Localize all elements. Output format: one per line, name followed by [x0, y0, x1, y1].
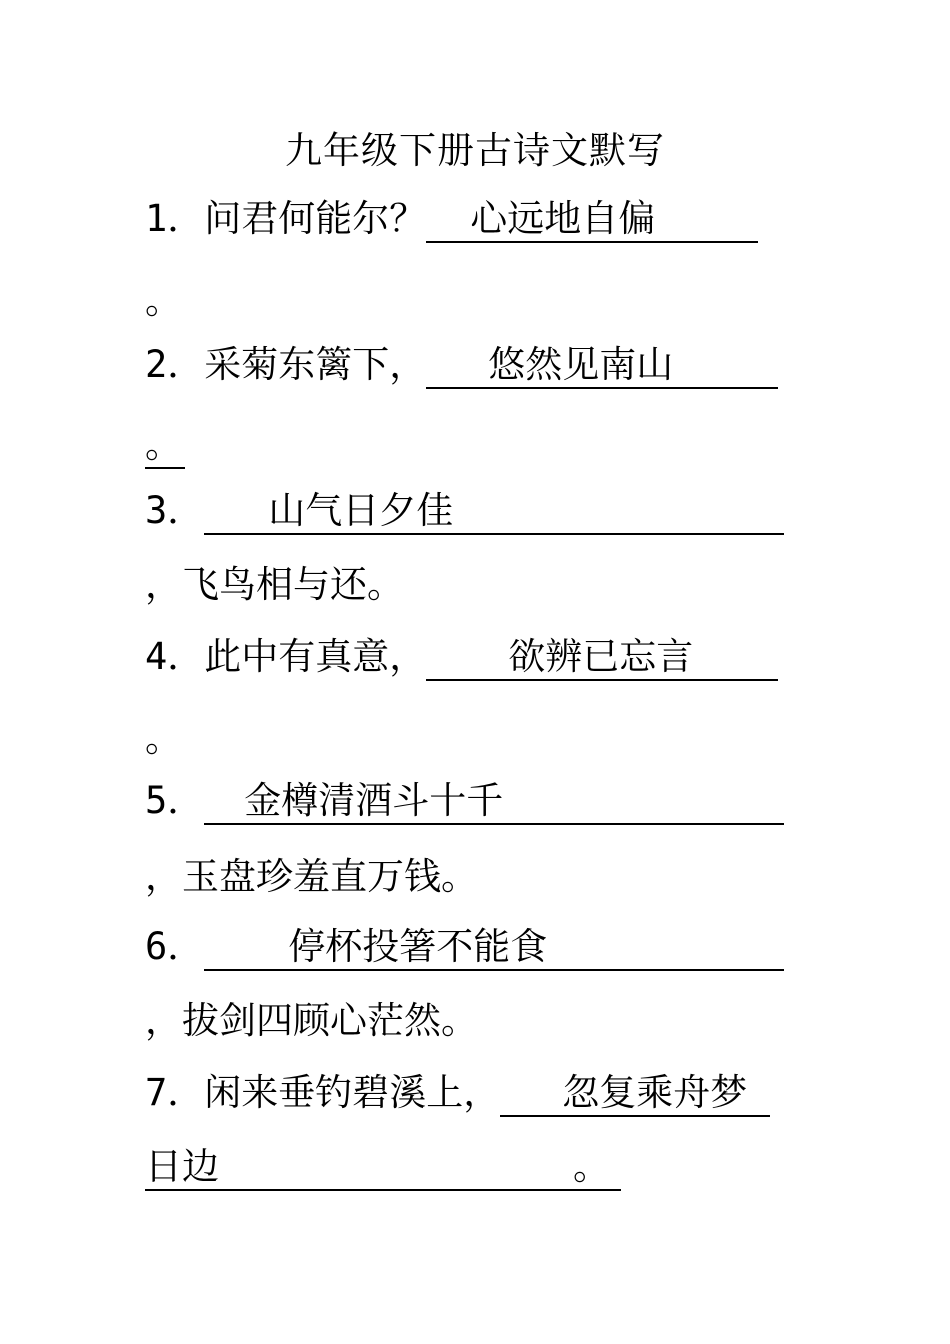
item-1-line: [145, 194, 758, 244]
item-6-continuation: [145, 996, 478, 1046]
item-7-line: [145, 1068, 770, 1118]
item-4-continuation: [145, 714, 182, 764]
item-3-ending: ，飞鸟相与还。: [145, 563, 404, 606]
item-7-number: 7．: [145, 1071, 205, 1114]
item-7-answer-part1: 忽复乘舟梦: [562, 1071, 748, 1114]
item-1-continuation: [145, 276, 182, 326]
item-3-answer-blank: [204, 489, 784, 535]
item-3-answer: 山气日夕佳: [268, 489, 454, 532]
item-5-ending: ，玉盘珍羞直万钱。: [145, 855, 478, 898]
page-title: 九年级下册古诗文默写: [285, 129, 665, 172]
item-2-answer-blank: [426, 343, 778, 389]
item-4-answer-blank: [426, 635, 778, 681]
item-2-ending: 。: [145, 423, 182, 466]
item-3-line: [145, 486, 784, 536]
item-4-number: 4．: [145, 635, 205, 678]
item-5-number: 5．: [145, 779, 205, 822]
item-3-continuation: [145, 560, 404, 610]
item-1-ending: 。: [145, 279, 182, 322]
item-6-line: [145, 922, 784, 972]
item-6-answer-blank: [204, 925, 784, 971]
item-7-prompt: 闲来垂钓碧溪上，: [204, 1071, 501, 1114]
item-4-answer: 欲辨已忘言: [508, 635, 694, 678]
item-2-ending-blank: [145, 423, 185, 469]
item-2-prompt: 采菊东篱下，: [204, 343, 427, 386]
item-5-line: [145, 776, 784, 826]
item-1-number: 1．: [145, 197, 205, 240]
item-1-answer-blank: [426, 197, 758, 243]
item-6-answer: 停杯投箸不能食: [288, 925, 548, 968]
item-4-ending: 。: [145, 717, 182, 760]
item-6-number: 6．: [145, 925, 205, 968]
item-4-line: [145, 632, 778, 682]
item-1-prompt: 问君何能尔？: [204, 197, 427, 240]
item-1-answer: 心远地自偏: [470, 197, 656, 240]
item-4-prompt: 此中有真意，: [204, 635, 427, 678]
item-7-continuation: [145, 1142, 621, 1192]
item-7-answer-blank-2: [145, 1145, 621, 1191]
item-2-continuation: [145, 420, 185, 470]
item-7-ending: 。: [573, 1145, 610, 1188]
item-5-continuation: [145, 852, 478, 902]
item-7-answer-part2: 日边: [145, 1145, 219, 1188]
item-2-number: 2．: [145, 343, 205, 386]
item-3-number: 3．: [145, 489, 205, 532]
item-2-answer: 悠然见南山: [488, 343, 674, 386]
item-5-answer: 金樽清酒斗十千: [244, 779, 504, 822]
item-5-answer-blank: [204, 779, 784, 825]
item-6-ending: ，拔剑四顾心茫然。: [145, 999, 478, 1042]
item-7-answer-blank: [500, 1071, 770, 1117]
item-2-line: [145, 340, 778, 390]
